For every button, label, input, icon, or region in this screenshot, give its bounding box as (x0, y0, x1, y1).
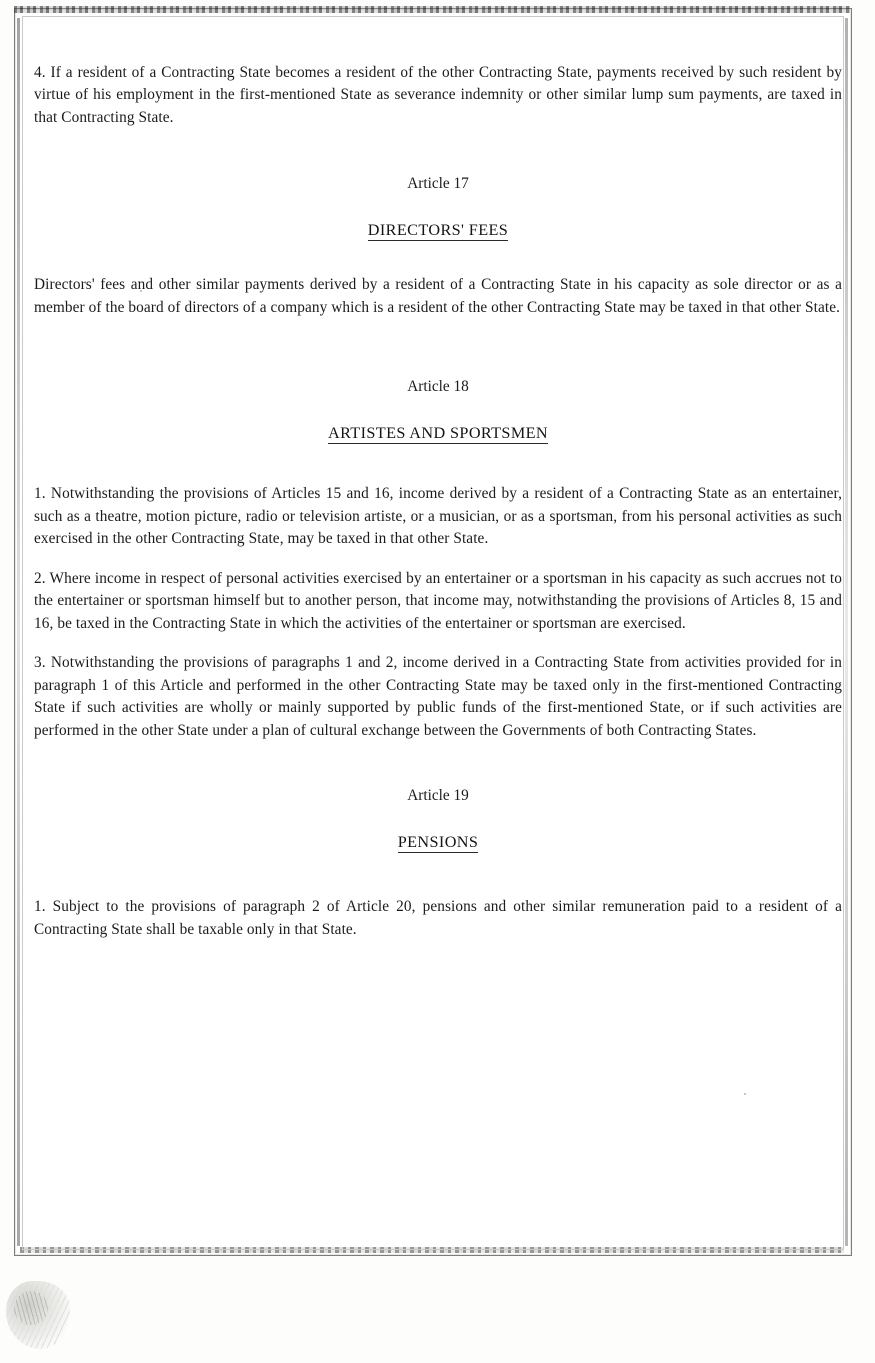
paragraph-article18-2: 2. Where income in respect of personal activities exercised by an entertainer or a sportsman in his capacity as such accrues not to the entertainer or sportsman himself but to another person, that income may, notwithstanding the provisions of Articles 8, 15 and 16, be taxed in the Contracting State in which the activities of the entertainer or sportsman are exercised. (34, 569, 842, 632)
paragraph-article19-1: 1. Subject to the provisions of paragraph 2 of Article 20, pensions and other similar remuneration paid to a resident of a Contracting State shall be taxable only in that State. (34, 898, 842, 938)
article-18-title: ARTISTES AND SPORTSMEN (327, 424, 549, 443)
paragraph-article17-1: Directors' fees and other similar payments derived by a resident of a Contracting State in his capacity as sole director or as a member of the board of directors of a company which is a resident of the other Contracting State may be taxed in that other State. (34, 276, 842, 316)
scan-edge-right (845, 18, 848, 1246)
scan-speck (744, 1093, 746, 1095)
scan-speck (140, 290, 142, 292)
scan-edge-left (17, 18, 20, 1246)
paragraph-article18-1: 1. Notwithstanding the provisions of Articles 15 and 16, income derived by a resident of a Contracting State as an entertainer, such as a theatre, motion picture, radio or television artiste, or a musician, or as a sportsman, from his personal activities as such exercised in the other Contracting State, may be taxed in that other State. (34, 485, 842, 548)
article-17-number: Article 17 (407, 175, 469, 193)
scan-speck (600, 600, 602, 602)
article-18-number: Article 18 (407, 378, 469, 396)
scan-edge-top (14, 6, 850, 13)
paragraph-article16-4: 4. If a resident of a Contracting State becomes a resident of the other Contracting State, payments received by such resident by virtue of his employment in the first-mentioned State as severance indemnity or other similar lump sum payments, are taxed in that Contracting State. (34, 64, 842, 126)
article-17-title: DIRECTORS' FEES (367, 221, 509, 240)
article-19-title-wrap (34, 833, 842, 852)
article-18-title-wrap (34, 424, 842, 443)
article-19-title: PENSIONS (397, 833, 479, 852)
scan-smudge-artifact (6, 1281, 70, 1349)
paragraph-article18-3: 3. Notwithstanding the provisions of paragraphs 1 and 2, income derived in a Contracting State from activities provided for in paragraph 1 of this Article and performed in the other Contracting State may be taxed only in the first-mentioned Contracting State if such activities are wholly or mainly supported by public funds of the first-mentioned State, or if such activities are performed in the other State under a plan of cultural exchange between the Governments of both Contracting States. (34, 654, 842, 739)
article-17-title-wrap (34, 221, 842, 240)
article-19-number: Article 19 (407, 787, 469, 805)
document-body (34, 62, 842, 958)
